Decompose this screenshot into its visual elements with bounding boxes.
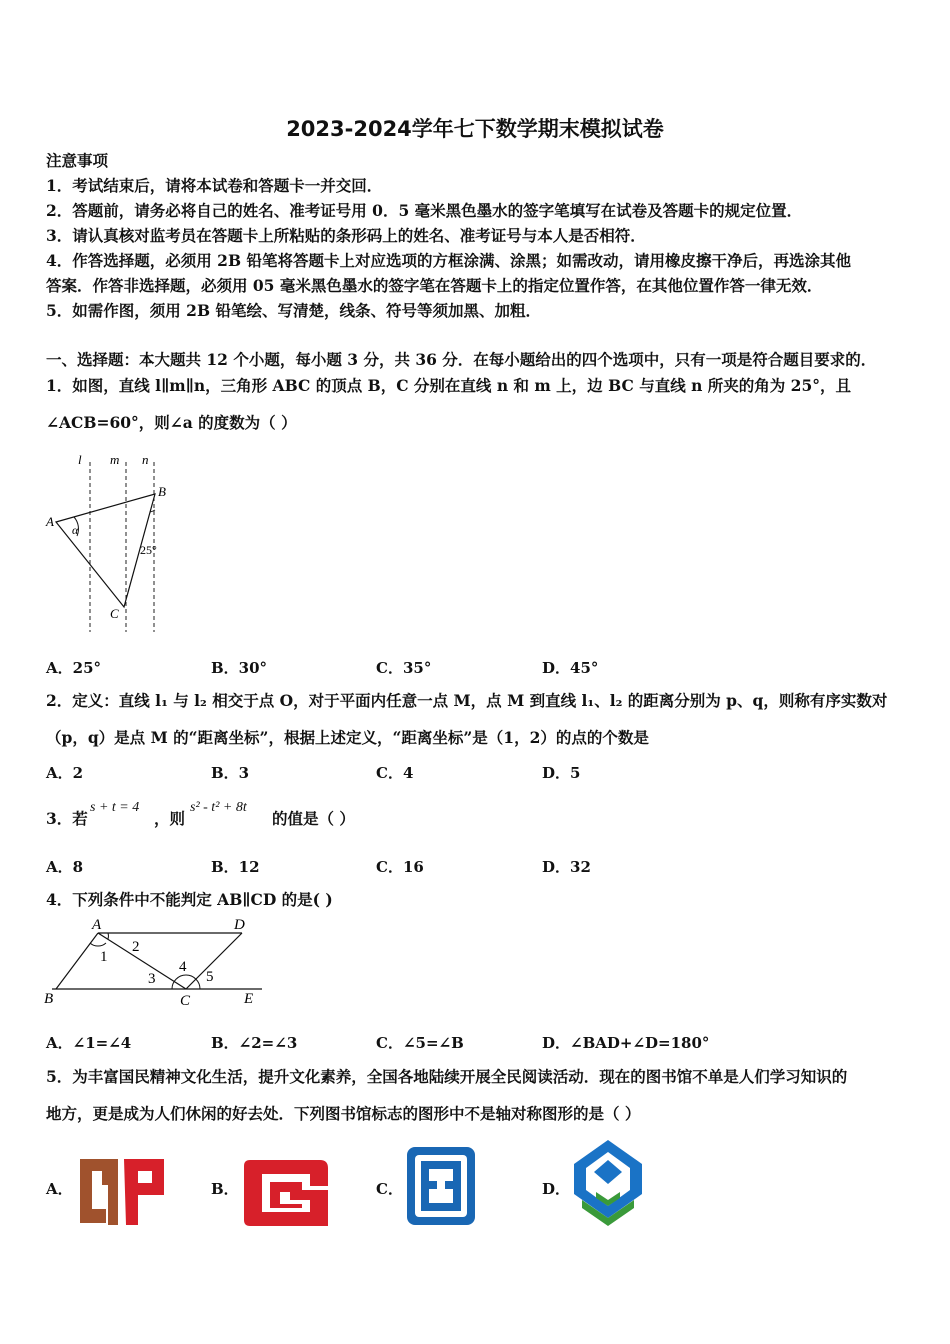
q1-option-b[interactable]: B．30° — [211, 659, 268, 677]
q5-option-a[interactable]: A． — [46, 1180, 73, 1198]
angle-1-label: 1 — [100, 949, 108, 965]
q4-stem: 4．下列条件中不能判定 AB∥CD 的是( ) — [46, 890, 333, 909]
line-m-label: m — [110, 452, 120, 467]
q4-figure — [42, 915, 267, 1010]
q2-option-d[interactable]: D．5 — [542, 764, 581, 782]
q2-option-b[interactable]: B．3 — [211, 764, 250, 782]
section-heading: 一、选择题：本大题共 12 个小题，每小题 3 分，共 36 分．在每小题给出的四个选项中，只有一项是符合题目要求的． — [46, 350, 877, 369]
q1-stem: 1．如图，直线 l∥m∥n，三角形 ABC 的顶点 B，C 分别在直线 n 和 m 上，边 BC 与直线 n 所夹的角为 25°，且 — [46, 376, 851, 395]
alpha-label: α — [72, 523, 79, 537]
notice-item: 2．答题前，请务必将自己的姓名、准考证号用 0．5 毫米黑色墨水的签字笔填写在试卷及答题卡的规定位置． — [46, 201, 803, 220]
q4-a-label: A — [92, 917, 102, 933]
q3-option-c[interactable]: C．16 — [376, 858, 424, 876]
q1-stem: ∠ACB=60°，则∠a 的度数为（ ） — [46, 413, 297, 432]
page-title: 2023-2024学年七下数学期末模拟试卷 — [286, 117, 664, 141]
q3-option-b[interactable]: B．12 — [211, 858, 260, 876]
q5-logo-b[interactable] — [240, 1158, 330, 1228]
notice-item: 4．作答选择题，必须用 2B 铅笔将答题卡上对应选项的方框涂满、涂黑；如需改动，请用橡皮擦干净后，再选涂其他 — [46, 251, 851, 270]
vertex-b-label: B — [158, 484, 166, 499]
q4-option-c[interactable]: C．∠5=∠B — [376, 1034, 464, 1052]
vertex-a-label: A — [46, 514, 54, 529]
angle-3-label: 3 — [148, 971, 156, 987]
q2-option-a[interactable]: A．2 — [46, 764, 84, 782]
angle-4-label: 4 — [179, 959, 187, 975]
q2-option-c[interactable]: C．4 — [376, 764, 414, 782]
notice-item: 3．请认真核对监考员在答题卡上所粘贴的条形码上的姓名、准考证号与本人是否相符． — [46, 226, 646, 245]
q3-option-d[interactable]: D．32 — [542, 858, 591, 876]
notice-item: 5．如需作图，须用 2B 铅笔绘、写清楚，线条、符号等须加黑、加粗． — [46, 301, 541, 320]
q2-stem: （p，q）是点 M 的“距离坐标”，根据上述定义，“距离坐标”是（1，2）的点的个数是 — [46, 728, 649, 747]
angle-2-label: 2 — [132, 939, 140, 955]
q5-option-c[interactable]: C． — [376, 1180, 403, 1198]
q3-prefix: 3．若 — [46, 809, 88, 828]
q5-stem: 地方，更是成为人们休闲的好去处．下列图书馆标志的图形中不是轴对称图形的是（ ） — [46, 1104, 641, 1123]
q4-e-label: E — [244, 991, 254, 1007]
notice-item: 答案．作答非选择题，必须用 05 毫米黑色墨水的签字笔在答题卡上的指定位置作答，在其他位置作答一律无效． — [46, 276, 823, 295]
q1-option-c[interactable]: C．35° — [376, 659, 432, 677]
q4-option-d[interactable]: D．∠BAD+∠D=180° — [542, 1034, 710, 1052]
angle-label: 25° — [140, 543, 157, 557]
q3-option-a[interactable]: A．8 — [46, 858, 84, 876]
notice-heading: 注意事项 — [46, 151, 109, 170]
q1-option-a[interactable]: A．25° — [46, 659, 102, 677]
q5-stem: 5．为丰富国民精神文化生活，提升文化素养，全国各地陆续开展全民阅读活动．现在的图书馆不单是人们学习知识的 — [46, 1067, 848, 1086]
q4-d-label: D — [234, 917, 245, 933]
q5-option-d[interactable]: D． — [542, 1180, 571, 1198]
notice-item: 1．考试结束后，请将本试卷和答题卡一并交回． — [46, 176, 383, 195]
angle-5-label: 5 — [206, 969, 214, 985]
q3-expression: s² - t² + 8t — [190, 800, 247, 815]
line-n-label: n — [142, 452, 149, 467]
q4-option-b[interactable]: B．∠2=∠3 — [211, 1034, 298, 1052]
q3-suffix: 的值是（ ） — [272, 809, 355, 828]
q5-option-b[interactable]: B． — [211, 1180, 239, 1198]
q2-stem: 2．定义：直线 l₁ 与 l₂ 相交于点 O，对于平面内任意一点 M，点 M 到直线 l₁、l₂ 的距离分别为 p、q，则称有序实数对 — [46, 691, 888, 710]
q4-c-label: C — [180, 993, 191, 1009]
line-l-label: l — [78, 452, 82, 467]
q5-logo-d[interactable] — [572, 1138, 644, 1226]
q5-logo-c[interactable] — [405, 1145, 477, 1227]
q5-logo-a[interactable] — [78, 1155, 166, 1227]
q1-option-d[interactable]: D．45° — [542, 659, 599, 677]
q3-mid: ，则 — [154, 809, 186, 828]
vertex-c-label: C — [110, 606, 119, 621]
q4-option-a[interactable]: A．∠1=∠4 — [46, 1034, 132, 1052]
q1-figure — [44, 450, 174, 640]
q3-condition: s + t = 4 — [90, 800, 140, 815]
q4-b-label: B — [44, 991, 54, 1007]
